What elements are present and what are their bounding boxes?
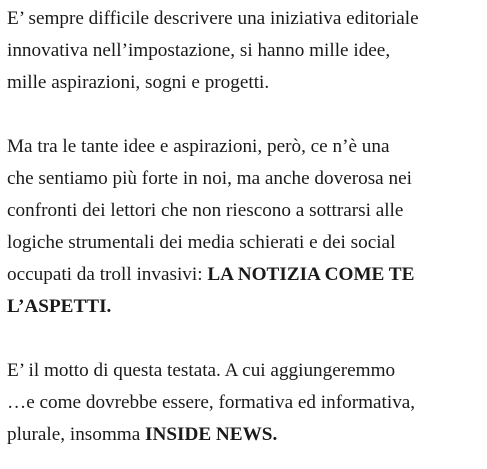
brand-name-emphasis: INSIDE NEWS. bbox=[145, 424, 278, 445]
text-line: …e come dovrebbe essere, formativa ed informativa, bbox=[7, 392, 416, 413]
text-line: E’ il motto di questa testata. A cui aggiungeremmo bbox=[7, 360, 396, 381]
paragraph-motto bbox=[7, 131, 483, 323]
text-line: confronti dei lettori che non riescono a sottrarsi alle bbox=[7, 200, 404, 221]
text-fragment: plurale, insomma bbox=[7, 424, 146, 445]
text-line: logiche strumentali dei media schierati e dei social bbox=[7, 232, 396, 253]
text-line bbox=[7, 259, 483, 291]
text-fragment: occupati da troll invasivi: bbox=[7, 264, 208, 285]
article-body bbox=[7, 3, 483, 451]
text-line bbox=[7, 419, 483, 451]
text-line bbox=[7, 291, 483, 323]
text-line: innovativa nell’impostazione, si hanno mille idee, bbox=[7, 40, 391, 61]
text-line: mille aspirazioni, sogni e progetti. bbox=[7, 72, 270, 93]
text-line: Ma tra le tante idee e aspirazioni, però, ce n’è una bbox=[7, 136, 390, 157]
motto-emphasis-continued: L’ASPETTI. bbox=[7, 296, 112, 317]
text-line: E’ sempre difficile descrivere una iniziativa editoriale bbox=[7, 8, 419, 29]
paragraph-closing bbox=[7, 355, 483, 451]
motto-emphasis: LA NOTIZIA COME TE bbox=[207, 264, 415, 285]
text-line: che sentiamo più forte in noi, ma anche doverosa nei bbox=[7, 168, 412, 189]
paragraph-intro bbox=[7, 3, 483, 99]
